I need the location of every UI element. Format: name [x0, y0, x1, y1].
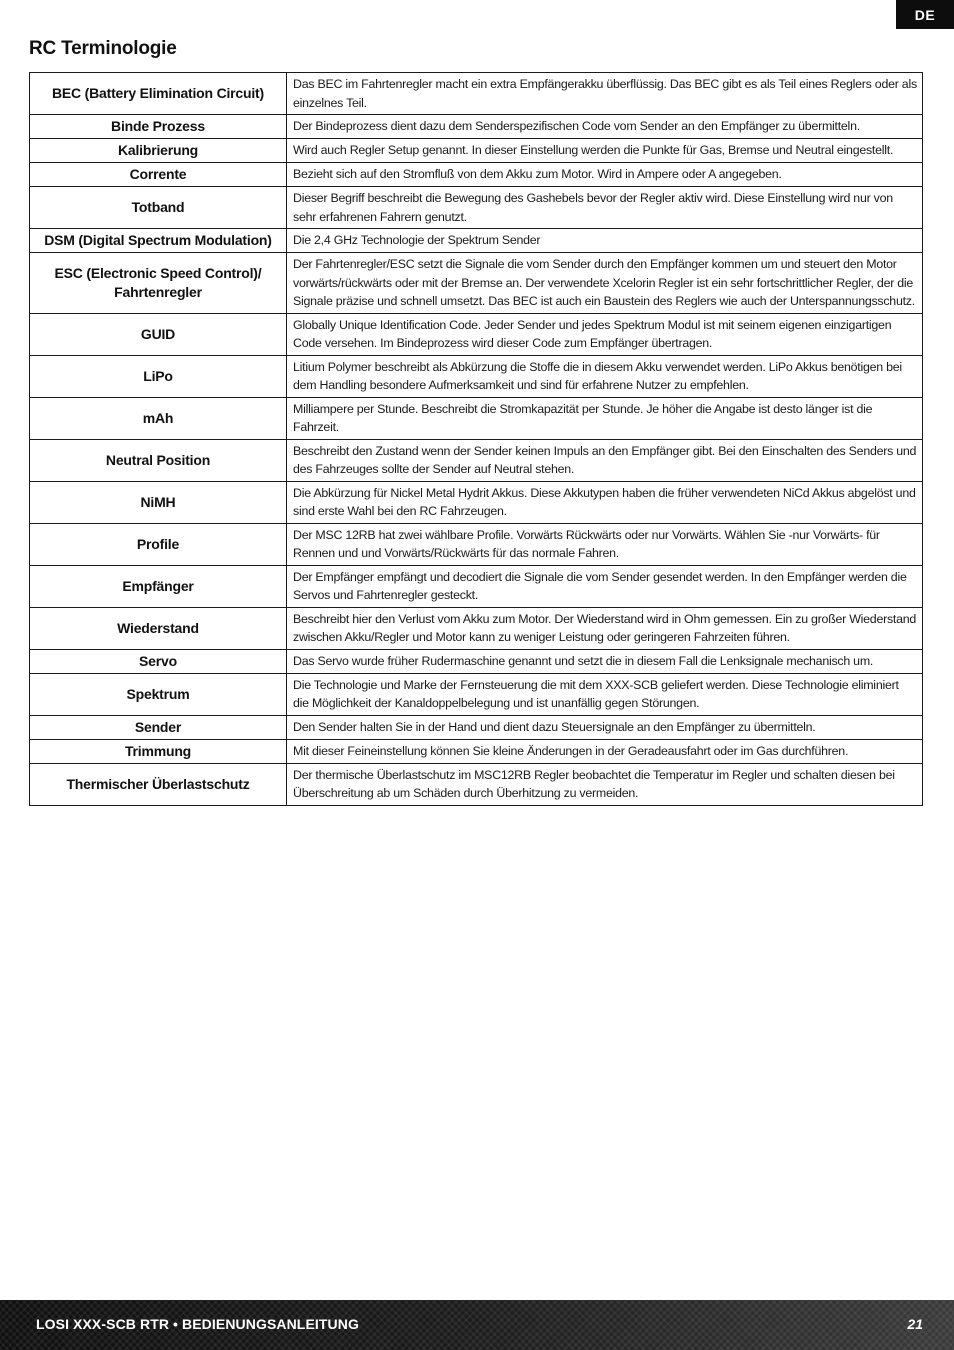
- table-row: [30, 763, 923, 805]
- table-row: [30, 187, 923, 229]
- definition-cell: Der MSC 12RB hat zwei wählbare Profile. Vorwärts Rückwärts oder nur Vorwärts. Wählen Sie -nur Vorwärts- für Rennen und und Vorwärts/Rückwärts für das normale Fahren.: [287, 523, 923, 565]
- table-row: [30, 649, 923, 673]
- table-row: [30, 73, 923, 115]
- term-cell: LiPo: [30, 355, 287, 397]
- definition-cell: Das Servo wurde früher Rudermaschine genannt und setzt die in diesem Fall die Lenksignale mechanisch um.: [287, 649, 923, 673]
- definition-cell: Die Abkürzung für Nickel Metal Hydrit Akkus. Diese Akkutypen haben die früher verwendeten NiCd Akkus abgelöst und sind erste Wahl bei den RC Fahrzeugen.: [287, 481, 923, 523]
- table-row: [30, 313, 923, 355]
- page-title: RC Terminologie: [29, 38, 177, 59]
- definition-cell: Der Empfänger empfängt und decodiert die Signale die vom Sender gesendet werden. In den Empfänger werden die Servos und Fahrtenregler gesteckt.: [287, 565, 923, 607]
- definition-cell: Der Fahrtenregler/ESC setzt die Signale die vom Sender durch den Empfänger kommen um und steuert den Motor vorwärts/rückwärts oder mit der Bremse an. Der verwendete Xcelorin Regler ist ein sehr fortschrittlicher Regler, der die Signale präzise und schnell umsetzt. Das BEC ist auch ein Baustein des Reglers wie auch der Unterspannungsschutz.: [287, 253, 923, 314]
- table-row: [30, 139, 923, 163]
- table-row: [30, 739, 923, 763]
- definition-cell: Milliampere per Stunde. Beschreibt die Stromkapazität per Stunde. Je höher die Angabe ist desto länger ist die Fahrzeit.: [287, 397, 923, 439]
- term-cell: Profile: [30, 523, 287, 565]
- table-row: [30, 253, 923, 314]
- table-row: [30, 163, 923, 187]
- term-cell: Trimmung: [30, 739, 287, 763]
- term-cell: BEC (Battery Elimination Circuit): [30, 73, 287, 115]
- term-cell: DSM (Digital Spectrum Modulation): [30, 229, 287, 253]
- term-cell: Binde Prozess: [30, 115, 287, 139]
- term-cell: GUID: [30, 313, 287, 355]
- table-row: [30, 673, 923, 715]
- definition-cell: Litium Polymer beschreibt als Abkürzung die Stoffe die in diesem Akku verwendet werden. LiPo Akkus benötigen bei dem Handling besondere Aufmerksamkeit und sind für erfahrene Nutzer zu empfehlen.: [287, 355, 923, 397]
- definition-cell: Beschreibt hier den Verlust vom Akku zum Motor. Der Wiederstand wird in Ohm gemessen. Ein zu großer Wiederstand zwischen Akku/Regler und Motor kann zu weniger Leistung oder geringeren Fahrzeiten führen.: [287, 607, 923, 649]
- term-cell: ESC (Electronic Speed Control)/ Fahrtenregler: [30, 253, 287, 314]
- definition-cell: Beschreibt den Zustand wenn der Sender keinen Impuls an den Empfänger gibt. Bei den Einschalten des Senders und des Fahrzeuges sollte der Sender auf Neutral stehen.: [287, 439, 923, 481]
- definition-cell: Dieser Begriff beschreibt die Bewegung des Gashebels bevor der Regler aktiv wird. Diese Einstellung wird nur von sehr erfahrenen Fahrern genutzt.: [287, 187, 923, 229]
- definition-cell: Das BEC im Fahrtenregler macht ein extra Empfängerakku überflüssig. Das BEC gibt es als Teil eines Reglers oder als einzelnes Teil.: [287, 73, 923, 115]
- term-cell: Servo: [30, 649, 287, 673]
- definition-cell: Den Sender halten Sie in der Hand und dient dazu Steuersignale an den Empfänger zu übermitteln.: [287, 715, 923, 739]
- table-row: [30, 481, 923, 523]
- table-row: [30, 607, 923, 649]
- definition-cell: Globally Unique Identification Code. Jeder Sender und jedes Spektrum Modul ist mit seinem eigenen einzigartigen Code versehen. Im Bindeprozess wird dieser Code zum Empfänger übertragen.: [287, 313, 923, 355]
- term-cell: Kalibrierung: [30, 139, 287, 163]
- term-cell: Sender: [30, 715, 287, 739]
- table-row: [30, 355, 923, 397]
- terminology-table-body: [30, 73, 923, 806]
- table-row: [30, 523, 923, 565]
- table-row: [30, 115, 923, 139]
- term-cell: Corrente: [30, 163, 287, 187]
- term-cell: Wiederstand: [30, 607, 287, 649]
- definition-cell: Wird auch Regler Setup genannt. In dieser Einstellung werden die Punkte für Gas, Bremse und Neutral eingestellt.: [287, 139, 923, 163]
- definition-cell: Die Technologie und Marke der Fernsteuerung die mit dem XXX-SCB geliefert werden. Diese Technologie eliminiert die Möglichkeit der Kanaldoppelbelegung und ist unanfällig gegen Störungen.: [287, 673, 923, 715]
- table-row: [30, 229, 923, 253]
- table-row: [30, 565, 923, 607]
- definition-cell: Mit dieser Feineinstellung können Sie kleine Änderungen in der Geradeausfahrt oder im Gas durchführen.: [287, 739, 923, 763]
- definition-cell: Bezieht sich auf den Stromfluß von dem Akku zum Motor. Wird in Ampere oder A angegeben.: [287, 163, 923, 187]
- table-row: [30, 397, 923, 439]
- term-cell: NiMH: [30, 481, 287, 523]
- definition-cell: Die 2,4 GHz Technologie der Spektrum Sender: [287, 229, 923, 253]
- footer-manual-title: LOSI XXX-SCB RTR • BEDIENUNGSANLEITUNG: [36, 1316, 359, 1332]
- page-footer: [0, 1300, 954, 1350]
- term-cell: Spektrum: [30, 673, 287, 715]
- term-cell: Empfänger: [30, 565, 287, 607]
- terminology-table: [29, 72, 923, 806]
- table-row: [30, 439, 923, 481]
- term-cell: Neutral Position: [30, 439, 287, 481]
- footer-page-number: 21: [907, 1316, 923, 1332]
- definition-cell: Der Bindeprozess dient dazu dem Senderspezifischen Code vom Sender an den Empfänger zu übermitteln.: [287, 115, 923, 139]
- term-cell: Totband: [30, 187, 287, 229]
- term-cell: Thermischer Überlastschutz: [30, 763, 287, 805]
- language-tab: DE: [896, 0, 954, 29]
- table-row: [30, 715, 923, 739]
- term-cell: mAh: [30, 397, 287, 439]
- definition-cell: Der thermische Überlastschutz im MSC12RB Regler beobachtet die Temperatur im Regler und schalten diesen bei Überschreitung ab um Schäden durch Überhitzung zu vermeiden.: [287, 763, 923, 805]
